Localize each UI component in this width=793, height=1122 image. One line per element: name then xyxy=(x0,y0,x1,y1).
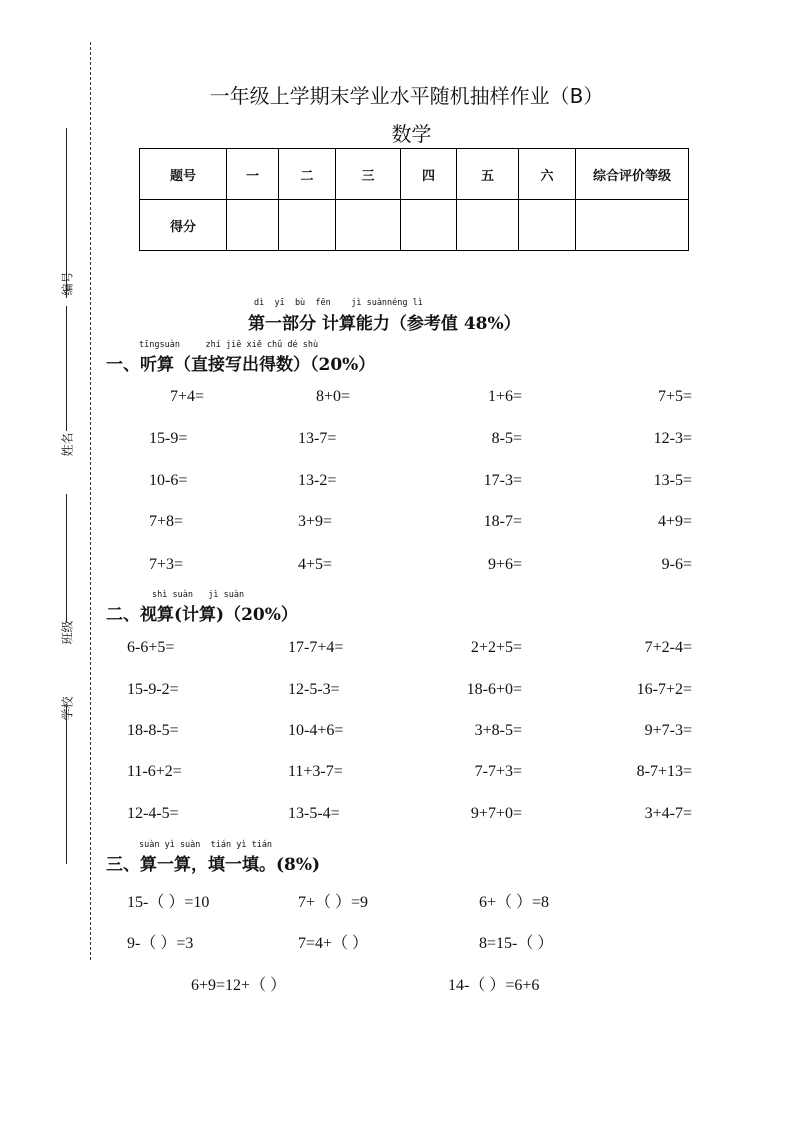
problem: 8-5= xyxy=(491,430,522,447)
problem: 2+2+5= xyxy=(470,639,522,656)
problem: 7+5= xyxy=(657,388,692,405)
problem: 15-9-2= xyxy=(127,681,179,698)
problem: 9+7+0= xyxy=(470,805,522,822)
section3-pinyin: suàn yì suàn tián yì tián xyxy=(139,840,273,850)
problem: 10-4+6= xyxy=(288,722,344,739)
problem: 11-6+2= xyxy=(127,763,182,780)
problem: 9+6= xyxy=(487,556,522,573)
problem: 8+0= xyxy=(315,388,350,405)
problem: 17-7+4= xyxy=(288,639,344,656)
score-cell[interactable] xyxy=(457,200,519,251)
problem: 13-7= xyxy=(298,430,337,447)
subject-title: 数学 xyxy=(391,122,432,146)
problem: 8-7+13= xyxy=(636,763,692,780)
section2-heading: 二、视算(计算)（20%） xyxy=(106,605,298,625)
problem: 4+5= xyxy=(298,556,333,573)
table-header-cell: 题号 xyxy=(140,149,227,200)
problem: 3+8-5= xyxy=(474,722,522,739)
fill-blank-problem[interactable]: 7+（ ）=9 xyxy=(298,894,369,911)
problem: 7+4= xyxy=(170,388,205,405)
problem: 18-8-5= xyxy=(127,722,179,739)
section2-pinyin: shì suàn jì suàn xyxy=(152,590,245,600)
problem: 3+9= xyxy=(298,513,333,530)
fill-blank-problem[interactable]: 6+（ ）=8 xyxy=(479,894,550,911)
school-underline xyxy=(66,706,67,864)
fill-blank-problem[interactable]: 7=4+（ ） xyxy=(298,935,369,952)
problem: 12-3= xyxy=(653,430,692,447)
problem: 7-7+3= xyxy=(474,763,522,780)
score-cell[interactable] xyxy=(279,200,336,251)
table-header-cell: 六 xyxy=(519,149,576,200)
table-header-cell: 一 xyxy=(227,149,279,200)
problem: 17-3= xyxy=(483,472,522,489)
fill-blank-problem[interactable]: 9-（ ）=3 xyxy=(127,935,194,952)
class-underline xyxy=(66,494,67,622)
problem: 13-5-4= xyxy=(288,805,340,822)
id-label: 编号 xyxy=(60,271,75,296)
document-title: 一年级上学期末学业水平随机抽样作业（B） xyxy=(209,84,604,108)
table-header-cell: 五 xyxy=(457,149,519,200)
problem: 15-9= xyxy=(149,430,188,447)
score-cell[interactable] xyxy=(227,200,279,251)
name-underline xyxy=(66,306,67,431)
problem: 12-4-5= xyxy=(127,805,179,822)
table-header-cell: 四 xyxy=(401,149,457,200)
problem: 4+9= xyxy=(657,513,692,530)
table-header-cell: 三 xyxy=(336,149,401,200)
fill-blank-problem[interactable]: 14-（ ）=6+6 xyxy=(448,977,540,994)
part1-pinyin: dì yī bù fēn jì suànnéng lì xyxy=(254,298,423,308)
problem: 7+8= xyxy=(149,513,184,530)
problem: 6-6+5= xyxy=(127,639,175,656)
part1-title: 第一部分 计算能力（参考值 48%） xyxy=(248,314,521,334)
problem: 12-5-3= xyxy=(288,681,340,698)
fill-blank-problem[interactable]: 8=15-（ ） xyxy=(479,935,554,952)
class-label: 班级 xyxy=(60,620,75,645)
problem: 9-6= xyxy=(661,556,692,573)
section3-heading: 三、算一算，填一填。(8%) xyxy=(106,855,321,875)
problem: 11+3-7= xyxy=(288,763,343,780)
school-label: 学校 xyxy=(60,696,75,721)
table-score-row xyxy=(140,200,689,251)
table-header-row xyxy=(140,149,689,200)
problem: 7+2-4= xyxy=(644,639,692,656)
problem: 10-6= xyxy=(149,472,188,489)
problem: 9+7-3= xyxy=(644,722,692,739)
score-cell[interactable] xyxy=(336,200,401,251)
name-label: 姓名 xyxy=(60,432,75,457)
table-header-cell: 二 xyxy=(279,149,336,200)
score-cell[interactable] xyxy=(401,200,457,251)
fill-blank-problem[interactable]: 6+9=12+（ ） xyxy=(191,977,287,994)
problem: 3+4-7= xyxy=(644,805,692,822)
table-header-cell: 综合评价等级 xyxy=(576,149,689,200)
problem: 18-6+0= xyxy=(466,681,522,698)
problem: 1+6= xyxy=(487,388,522,405)
problem: 7+3= xyxy=(149,556,184,573)
section1-pinyin: tīngsuàn zhí jiē xiě chū dé shù xyxy=(139,340,319,350)
score-table xyxy=(139,148,689,251)
problem: 16-7+2= xyxy=(636,681,692,698)
score-cell[interactable] xyxy=(576,200,689,251)
section1-heading: 一、听算（直接写出得数）（20%） xyxy=(106,355,376,375)
score-cell[interactable] xyxy=(519,200,576,251)
fill-blank-problem[interactable]: 15-（ ）=10 xyxy=(127,894,210,911)
binding-cut-line xyxy=(90,42,91,960)
problem: 18-7= xyxy=(483,513,522,530)
score-row-label: 得分 xyxy=(140,200,227,251)
problem: 13-2= xyxy=(298,472,337,489)
problem: 13-5= xyxy=(653,472,692,489)
